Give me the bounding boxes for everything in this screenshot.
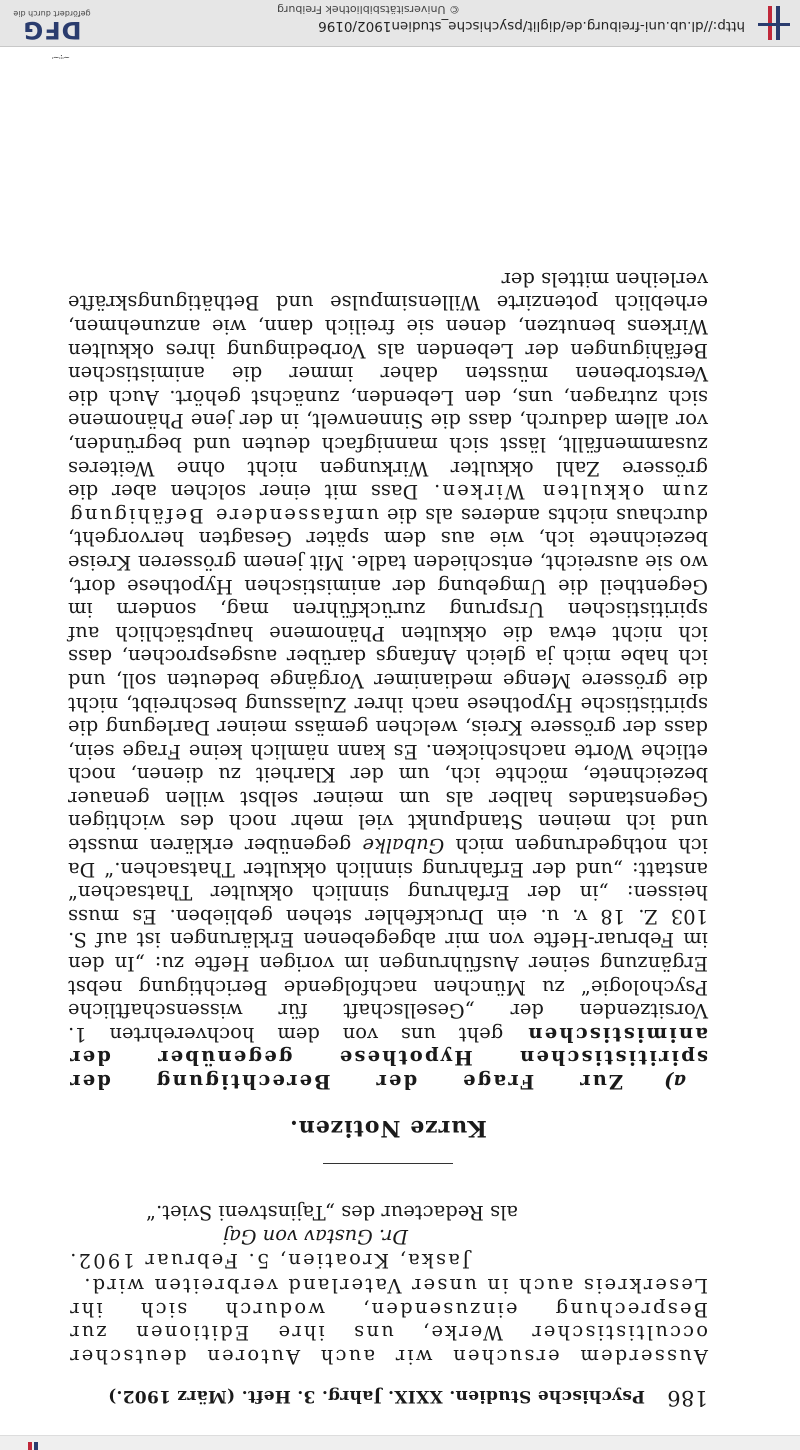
item-body-3: Dass mit einer solchen aber die grössere Zahl okkulter Wirkungen nicht ohne Weiteres zusammenfällt, lässt sich mannigfach deuten und begründen, vor allem dadurch, dass die Sinnenwelt, in der jene Phänomene sich zutragen, uns, den Lebenden, zunächst gehört. Auch die Verstorbenen müssten daher immer die animistischen Befähigungen der Lebenden als Vorbedingung ihres okkulten Wirkens benutzen, denen sie freilich dann, wie anzunehmen, erheblich potenzirte Willensimpulse und Bethätigungskräfte verleihen mittels der (68, 267, 708, 504)
ub-freiburg-logo-icon[interactable] (754, 6, 794, 40)
dfg-logo[interactable] (8, 4, 96, 42)
scanned-document (68, 267, 708, 1410)
item-body-2: gegenüber erklären musste und ich meinen Standpunkt viel mehr noch des wichtigen Gegenstandes halber als um meiner selbst willen genauer bezeichnete, möchte ich, um der Klarheit zu dienen, noch etliche Worte nachschicken. Es kann nämlich keine Frage sein, dass der grössere Kreis, welchen gemäss meiner Darlegung die spiritistische Hypothese nach ihrer Zulassung beschreibt, nicht die grössere Menge medianimer Vorgänge bedeuten soll, und ich habe mich ja gleich Anfangs darüber ausgesprochen, dass ich nicht etwa die okkulten Phänomene hauptsächlich auf spiritistischen Ursprung zurückführen mag, sondern im Gegentheil die Umgebung der animistischen Hypothese dort, wo sie ausreicht, entschieden tadle. Mit jenem grösseren Kreise bezeichnete ich, wie aus dem später Gesagten hervorgeht, durchaus nichts anderes als die (67, 503, 708, 858)
notice-paragraph (68, 267, 708, 1093)
running-head (68, 1386, 708, 1410)
ub-logo-fragment-icon (24, 1442, 38, 1450)
item-heading: Zur Frage der Berechtigung der spiritistischen Hypothese gegenüber der animistischen (68, 1022, 708, 1094)
signature-name (68, 1224, 708, 1248)
signature-name-text: Dr. Gustav von Gaj (223, 1225, 408, 1249)
dfg-logo-text: DFG (22, 16, 82, 44)
page-number: 186 (667, 1386, 708, 1410)
dfg-logo-subtitle: gefördert durch die (13, 9, 91, 18)
scan-artifact: ~·:·~· (52, 53, 70, 62)
bottom-viewer-strip (0, 1435, 800, 1450)
running-head-title: Psychische Studien. XXIX. Jahrg. 3. Heft. (März 1902.) (107, 1386, 646, 1406)
intro-paragraph: Ausserdem ersuchen wir auch Autoren deutscher occultistischer Werke, uns ihre Editionen zur Besprechung einzusenden, wodurch sich ihr Leserkreis auch in unser Vaterland verbreiten wird. (68, 1274, 708, 1368)
item-label: a) (664, 1070, 686, 1094)
viewer-url-link[interactable]: http://dl.ub.uni-freiburg.de/diglit/psychische_studien1902/0196 (318, 18, 745, 34)
viewer-header-bar (0, 0, 800, 47)
item-body-name: Gubalke (362, 834, 445, 858)
place-date: Jaska, Kroatien, 5. Februar 1902. (68, 1248, 470, 1272)
section-divider (323, 1163, 453, 1164)
viewer-copyright: © Universitätsbibliothek Freiburg (277, 3, 460, 16)
signature-role: als Redacteur des „Tajinstveni Sviet.“ (146, 1201, 518, 1225)
section-title: Kurze Notizen. (289, 1115, 487, 1142)
item-body-1: geht uns von dem hochverehrten 1. Vorsitzenden der „Gesellschaft für wissenschaftliche Psychologie“ zu München nachfolgende Berichtigung nebst Ergänzung seiner Ausführungen im vorigen Hefte zu: „In den im Februar-Hefte von mir abgegebenen Erklärungen ist auf S. 103 Z. 18 v. u. ein Druckfehler stehen geblieben. Es muss heissen: „in der Erfahrung sinnlich okkulter Thatsachen“ anstatt: „und der Erfahrung sinnlich okkulter Thatsachen.“ Da ich nothgedrungen mich (68, 834, 708, 1046)
item-body-spaced: umfassendere Befähigung zum okkulten Wirken. (67, 480, 708, 527)
